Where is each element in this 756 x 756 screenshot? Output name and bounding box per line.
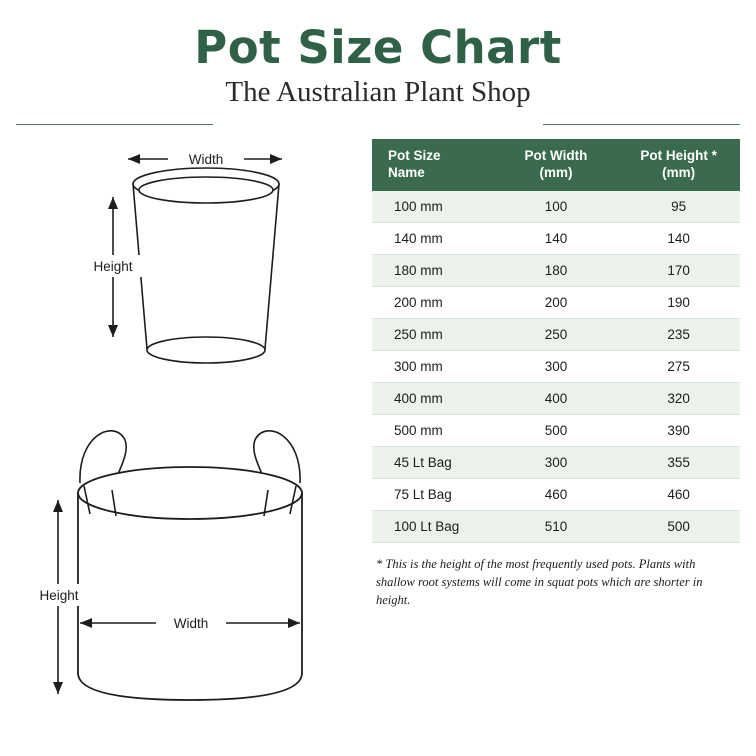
table-footnote: * This is the height of the most frequently used pots. Plants with shallow root systems will come in squat pots which are shorter in height.: [376, 556, 703, 608]
table-row: [372, 414, 740, 446]
width-arrow-left-head: [128, 154, 140, 164]
header-line-1: Pot Height *: [640, 148, 717, 164]
cell-pot-height: 500: [617, 510, 740, 542]
cell-pot-width: 250: [495, 318, 618, 350]
cell-pot-size-name: 45 Lt Bag: [372, 446, 495, 478]
column-header-pot-size-name: [372, 139, 495, 191]
table-row: [372, 318, 740, 350]
table-row: [372, 286, 740, 318]
pot-size-table: [372, 139, 740, 543]
pot-rim-inner: [139, 177, 273, 203]
table-row: [372, 222, 740, 254]
cell-pot-width: 180: [495, 254, 618, 286]
column-header-pot-height: [617, 139, 740, 191]
cell-pot-height: 190: [617, 286, 740, 318]
bag-rim: [78, 467, 302, 519]
cell-pot-height: 320: [617, 382, 740, 414]
table-header-row: [372, 139, 740, 191]
height-arrow-top-head: [108, 197, 118, 209]
cell-pot-size-name: 180 mm: [372, 254, 495, 286]
cell-pot-height: 460: [617, 478, 740, 510]
cell-pot-size-name: 140 mm: [372, 222, 495, 254]
header-line-2: (mm): [662, 165, 696, 181]
page-subtitle: The Australian Plant Shop: [225, 76, 531, 109]
pot-body: [133, 184, 279, 357]
cell-pot-width: 300: [495, 446, 618, 478]
cell-pot-size-name: 250 mm: [372, 318, 495, 350]
cell-pot-height: 95: [617, 191, 740, 223]
page-header: [0, 0, 756, 133]
header-line-1: Pot Size: [388, 148, 441, 164]
table-row: [372, 350, 740, 382]
cell-pot-size-name: 100 Lt Bag: [372, 510, 495, 542]
cell-pot-height: 140: [617, 222, 740, 254]
diagram-column: [16, 139, 364, 733]
cell-pot-size-name: 300 mm: [372, 350, 495, 382]
pot-width-label: Width: [188, 152, 224, 168]
cell-pot-height: 355: [617, 446, 740, 478]
header-line-2: Name: [388, 165, 425, 181]
bag-height-arrow-top-head: [53, 500, 63, 512]
cell-pot-width: 300: [495, 350, 618, 382]
cell-pot-width: 400: [495, 382, 618, 414]
pot-height-label: Height: [93, 259, 133, 275]
table-row: [372, 254, 740, 286]
header-divider: [0, 115, 756, 133]
cell-pot-size-name: 75 Lt Bag: [372, 478, 495, 510]
cell-pot-size-name: 100 mm: [372, 191, 495, 223]
page-content: [0, 133, 756, 733]
divider-gap: [213, 115, 543, 133]
cell-pot-width: 140: [495, 222, 618, 254]
cell-pot-width: 200: [495, 286, 618, 318]
header-line-1: Pot Width: [524, 148, 588, 164]
cell-pot-size-name: 400 mm: [372, 382, 495, 414]
table-column: [364, 139, 740, 733]
cell-pot-height: 170: [617, 254, 740, 286]
table-row: [372, 478, 740, 510]
height-arrow-bottom-head: [108, 325, 118, 337]
table-row: [372, 510, 740, 542]
page-title: Pot Size Chart: [194, 21, 562, 74]
bag-body: [78, 493, 302, 700]
bag-height-arrow-bottom-head: [53, 682, 63, 694]
column-header-pot-width: [495, 139, 618, 191]
table-row: [372, 382, 740, 414]
table-row: [372, 446, 740, 478]
header-line-2: (mm): [539, 165, 573, 181]
cell-pot-size-name: 200 mm: [372, 286, 495, 318]
cell-pot-height: 235: [617, 318, 740, 350]
cell-pot-width: 460: [495, 478, 618, 510]
cell-pot-height: 275: [617, 350, 740, 382]
bag-height-label: Height: [39, 588, 79, 604]
cell-pot-size-name: 500 mm: [372, 414, 495, 446]
table-row: [372, 191, 740, 223]
table-head: [372, 139, 740, 191]
bag-diagram: [16, 388, 364, 728]
bag-width-label: Width: [173, 616, 209, 632]
width-arrow-right-head: [270, 154, 282, 164]
cell-pot-height: 390: [617, 414, 740, 446]
pot-diagram: [16, 139, 364, 389]
cell-pot-width: 500: [495, 414, 618, 446]
cell-pot-width: 100: [495, 191, 618, 223]
cell-pot-width: 510: [495, 510, 618, 542]
table-body: [372, 191, 740, 543]
pot-base: [147, 337, 265, 363]
